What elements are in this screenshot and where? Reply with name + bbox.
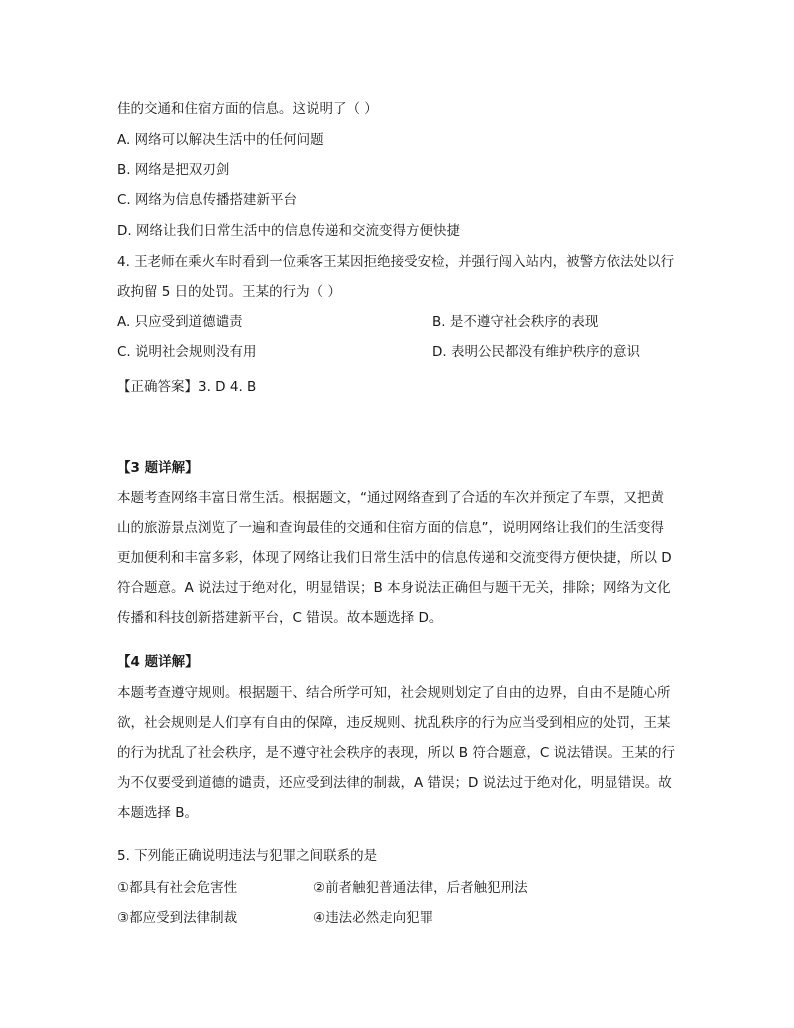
q4-explain-line: 欲，社会规则是人们享有自由的保障，违反规则、扰乱秩序的行为应当受到相应的处罚，王某 (117, 715, 671, 731)
q5-stem: 5. 下列能正确说明违法与犯罪之间联系的是 (117, 848, 378, 864)
q4-explain-line: 本题选择 B。 (117, 805, 199, 821)
q4-stem-line-1: 4. 王老师在乘火车时看到一位乘客王某因拒绝接受安检，并强行闯入站内，被警方依法处以行 (117, 254, 675, 270)
q3-option-d: D. 网络让我们日常生活中的信息传递和交流变得方便快捷 (117, 223, 460, 239)
q5-option-3: ③都应受到法律制裁 (117, 910, 238, 926)
q3-explain-line: 符合题意。A 说法过于绝对化，明显错误；B 本身说法正确但与题干无关，排除；网络为文化 (117, 580, 671, 596)
q4-option-d: D. 表明公民都没有维护秩序的意识 (432, 344, 640, 360)
q3-explain-title: 【3 题详解】 (117, 460, 199, 476)
q4-option-b: B. 是不遵守社会秩序的表现 (432, 314, 599, 330)
q3-explain-line: 传播和科技创新搭建新平台，C 错误。故本题选择 D。 (117, 610, 443, 626)
q3-explain-body (117, 483, 683, 633)
q4-option-c: C. 说明社会规则没有用 (117, 344, 257, 360)
q3-option-a: A. 网络可以解决生活中的任何问题 (117, 132, 324, 148)
q4-explain-line: 为不仅要受到道德的谴责，还应受到法律的制裁，A 错误；D 说法过于绝对化，明显错误。故 (117, 775, 672, 791)
q4-explain-line: 本题考查遵守规则。根据题干、结合所学可知，社会规则划定了自由的边界，自由不是随心所 (117, 685, 671, 701)
q3-explain-line: 山的旅游景点浏览了一遍和查询最佳的交通和住宿方面的信息”，说明网络让我们的生活变得 (117, 520, 664, 536)
q3-stem-tail: 佳的交通和住宿方面的信息。这说明了（ ） (117, 101, 378, 117)
q3-explain-line: 本题考查网络丰富日常生活。根据题文，“通过网络查到了合适的车次并预定了车票，又把黄 (117, 490, 664, 506)
q3-option-c: C. 网络为信息传播搭建新平台 (117, 192, 298, 208)
q5-option-4: ④违法必然走向犯罪 (313, 910, 434, 926)
q3-option-b: B. 网络是把双刃剑 (117, 162, 230, 178)
q4-stem-line-2: 政拘留 5 日的处罚。王某的行为（ ） (117, 284, 341, 300)
q4-option-a: A. 只应受到道德谴责 (117, 314, 243, 330)
q4-explain-title: 【4 题详解】 (117, 654, 199, 670)
q5-option-2: ②前者触犯普通法律，后者触犯刑法 (313, 880, 528, 896)
q5-option-1: ①都具有社会危害性 (117, 880, 238, 896)
answer-line: 【正确答案】3. D 4. B (117, 379, 257, 395)
q4-explain-line: 的行为扰乱了社会秩序，是不遵守社会秩序的表现，所以 B 符合题意，C 说法错误。王某的行 (117, 745, 676, 761)
q3-explain-line: 更加便利和丰富多彩，体现了网络让我们日常生活中的信息传递和交流变得方便快捷，所以 D (117, 550, 672, 566)
q4-explain-body (117, 678, 683, 828)
